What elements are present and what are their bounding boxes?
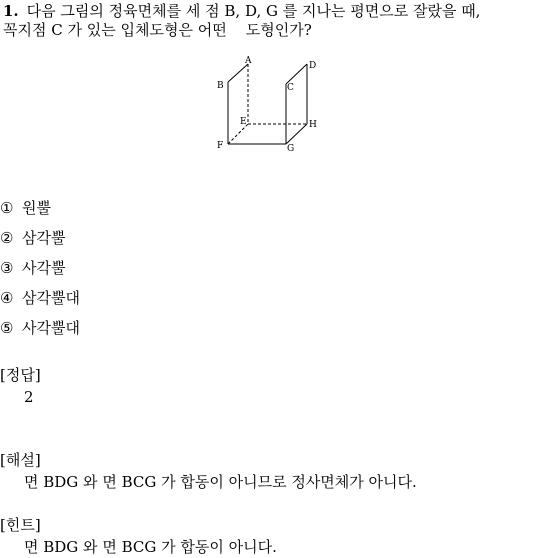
choice-marker: ② bbox=[0, 229, 14, 247]
explanation-text: 면 BDG 와 면 BCG 가 합동이 아니므로 정사면체가 아니다. bbox=[24, 473, 417, 491]
choice-text: 삼각뿔대 bbox=[22, 289, 80, 307]
vertex-label-g: G bbox=[287, 144, 295, 154]
vertex-label-a: A bbox=[245, 56, 252, 66]
edge-ba bbox=[228, 64, 248, 82]
vertex-label-e: E bbox=[240, 117, 247, 127]
edge-fe bbox=[228, 124, 248, 144]
choice-marker: ④ bbox=[0, 289, 14, 307]
vertex-label-b: B bbox=[217, 81, 224, 91]
question-text-line-1: 다음 그림의 정육면체를 세 점 B, D, G 를 지나는 평면으로 잘랐을 때, bbox=[26, 2, 481, 20]
cube-figure bbox=[212, 54, 322, 154]
choice-text: 삼각뿔 bbox=[22, 229, 66, 247]
explanation-section bbox=[0, 449, 534, 493]
choice-text: 사각뿔대 bbox=[22, 319, 80, 337]
choice-3[interactable] bbox=[0, 257, 520, 287]
question bbox=[3, 2, 531, 40]
answer-heading: [정답] bbox=[0, 366, 41, 384]
question-line-2 bbox=[3, 21, 531, 40]
vertex-label-h: H bbox=[309, 120, 317, 130]
choice-1[interactable] bbox=[0, 197, 520, 227]
choice-4[interactable] bbox=[0, 287, 520, 317]
choice-list bbox=[0, 197, 520, 347]
question-text-line-2: 꼭지점 C 가 있는 입체도형은 어떤 도형인가? bbox=[3, 21, 312, 39]
answer-value: 2 bbox=[24, 388, 34, 406]
hint-heading: [힌트] bbox=[0, 516, 41, 534]
choice-text: 원뿔 bbox=[22, 199, 51, 217]
choice-5[interactable] bbox=[0, 317, 520, 347]
vertex-label-d: D bbox=[309, 61, 317, 71]
hint-text: 면 BDG 와 면 BCG 가 합동이 아니다. bbox=[24, 538, 277, 556]
choice-marker: ① bbox=[0, 199, 14, 217]
choice-2[interactable] bbox=[0, 227, 520, 257]
vertex-label-f: F bbox=[217, 141, 224, 151]
choice-marker: ③ bbox=[0, 259, 14, 277]
choice-marker: ⑤ bbox=[0, 319, 14, 337]
explanation-heading: [해설] bbox=[0, 451, 41, 469]
question-line-1 bbox=[3, 2, 531, 21]
answer-section bbox=[0, 364, 534, 408]
edge-gh bbox=[286, 124, 307, 144]
cube-diagram bbox=[212, 54, 322, 154]
choice-text: 사각뿔 bbox=[22, 259, 66, 277]
vertex-label-c: C bbox=[287, 83, 294, 93]
edge-cd bbox=[286, 64, 307, 84]
hint-section bbox=[0, 514, 534, 558]
question-number: 1. bbox=[3, 2, 19, 20]
